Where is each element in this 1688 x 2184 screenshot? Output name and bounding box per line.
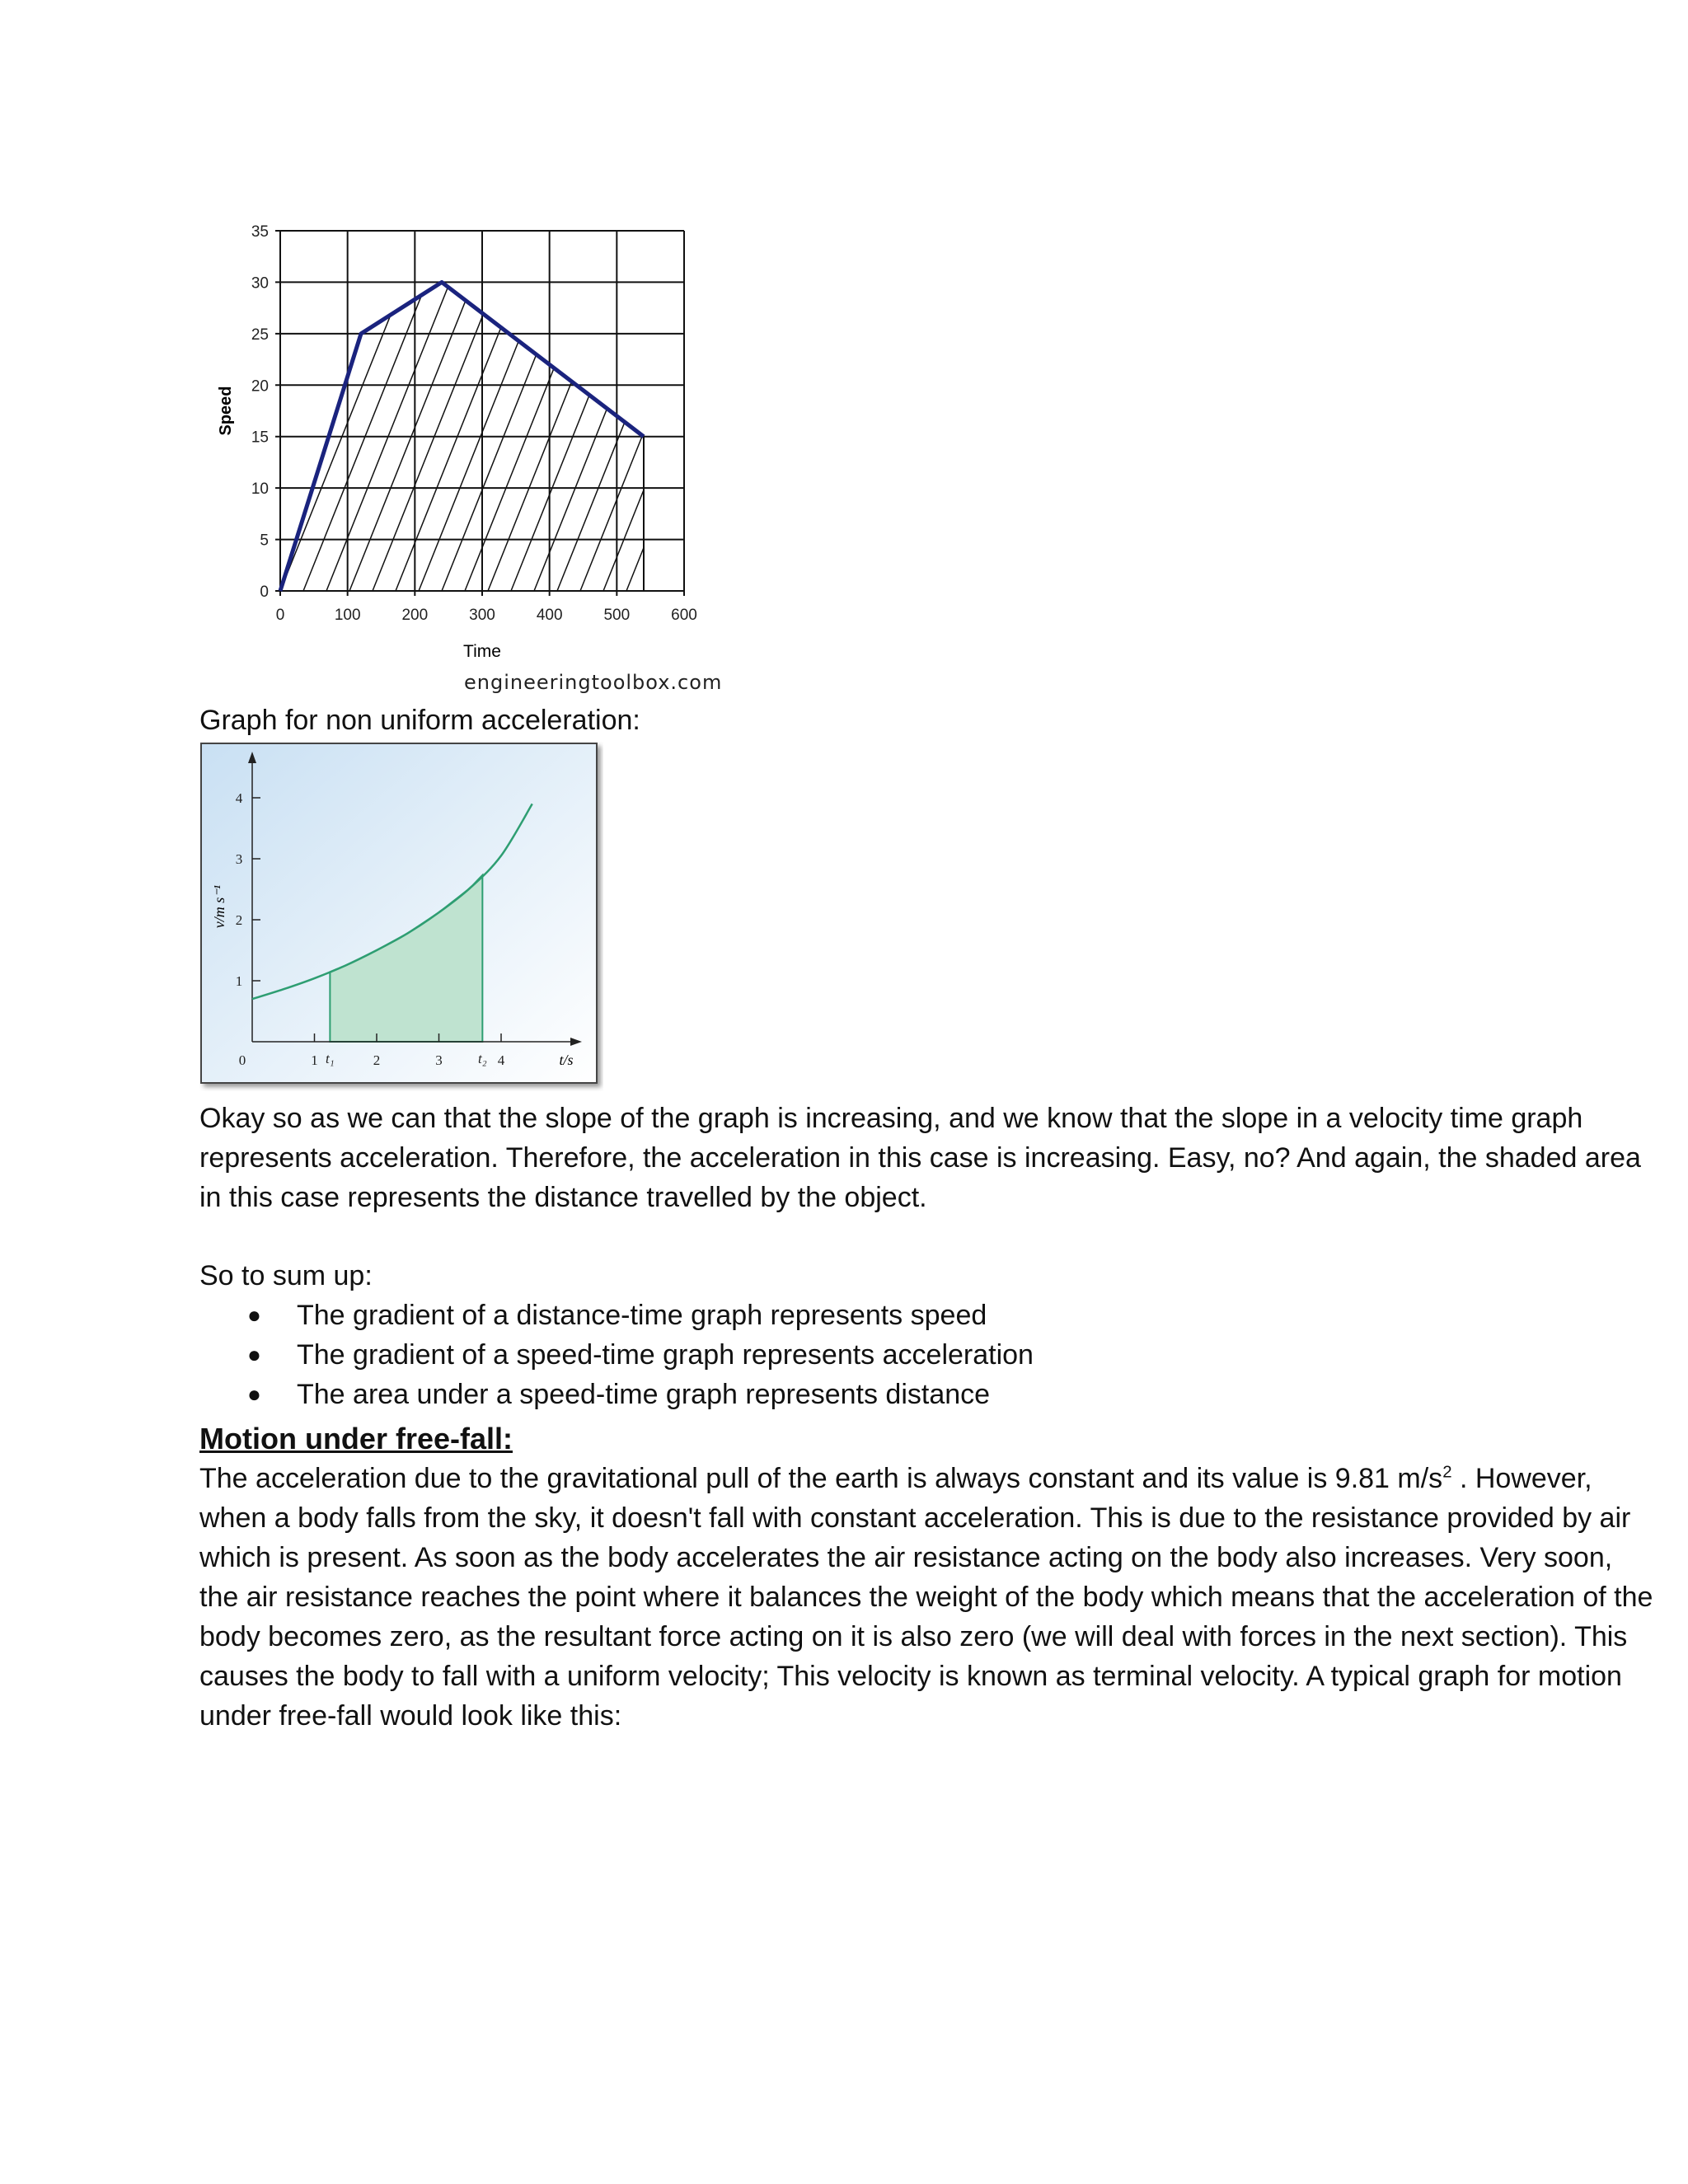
paragraph-line [199, 1459, 1592, 1498]
x-tick-label: 0 [275, 607, 285, 624]
hatch-line [349, 214, 514, 591]
hatched-area [206, 214, 725, 591]
x-axis-label: t/s [559, 1052, 574, 1068]
hatch-line [211, 214, 376, 591]
hatch-line [373, 214, 537, 591]
x-tick-label: 200 [401, 607, 429, 624]
y-tick-label: 35 [251, 223, 269, 241]
hatch-line [649, 214, 725, 591]
nonuniform-caption: Graph for non uniform acceleration: [199, 705, 640, 736]
y-tick-label: 4 [235, 790, 243, 806]
y-tick-label: 15 [251, 429, 269, 447]
y-tick-label: 1 [235, 973, 243, 989]
list-item-text: The gradient of a speed-time graph represents acceleration [297, 1339, 1034, 1371]
y-tick-label: 20 [251, 377, 269, 396]
list-item-text: The area under a speed-time graph represents distance [297, 1379, 991, 1410]
y-tick-label: 30 [251, 274, 269, 293]
y-tick-labels [251, 223, 269, 601]
hatch-line [696, 214, 725, 591]
list-item-text: The gradient of a distance-time graph represents speed [297, 1300, 987, 1331]
hatch-line [511, 214, 676, 591]
y-tick-label: 3 [235, 851, 243, 867]
sum-up-text: So to sum up: [199, 1260, 373, 1291]
list-item [199, 1375, 1034, 1414]
x-tick-label: 1 [311, 1052, 318, 1068]
hatch-line [419, 214, 584, 591]
y-tick-label: 2 [235, 912, 243, 928]
x-tick-label: 100 [334, 607, 361, 624]
text-segment: . However, [1451, 1463, 1592, 1494]
hatch-line [488, 214, 653, 591]
bullet-icon: ● [247, 1342, 261, 1367]
paragraph-line: Okay so as we can that the slope of the graph is increasing, and we know that the slope in a velocity time graph [199, 1103, 1583, 1134]
hatch-line [557, 214, 722, 591]
section-heading: Motion under free-fall: [199, 1422, 513, 1455]
hatch-line [206, 214, 214, 591]
x-tick-label: 300 [469, 607, 495, 624]
paragraph-line: in this case represents the distance travelled by the object. [199, 1182, 927, 1213]
hatch-line [603, 214, 725, 591]
paragraph-line: the air resistance reaches the point where it balances the weight of the body which means that the acceleration of the [199, 1582, 1653, 1613]
x-tick-label: 600 [671, 607, 697, 624]
speed-time-chart [206, 214, 725, 701]
x-tick-label: 400 [536, 607, 563, 624]
paragraph-line: which is present. As soon as the body accelerates the air resistance acting on the body also increases. Very soon, [199, 1542, 1613, 1573]
hatch-line [442, 214, 607, 591]
y-tick-label: 25 [251, 326, 269, 344]
time-marker-label: t₁ [326, 1051, 335, 1066]
paragraph-line: body becomes zero, as the resultant force acting on it is also zero (we will deal with forces in the next section). This [199, 1621, 1628, 1652]
hatch-line [280, 214, 445, 591]
x-axis-label: Time [463, 642, 501, 661]
paragraph-line: when a body falls from the sky, it doesn't fall with constant acceleration. This is due to the resistance provided by air [199, 1502, 1631, 1534]
hatch-line [396, 214, 560, 591]
paragraph-line: causes the body to fall with a uniform velocity; This velocity is known as terminal velocity. A typical graph for motion [199, 1661, 1622, 1692]
hatch-line [719, 214, 725, 591]
hatch-line [626, 214, 725, 591]
paragraph-line: represents acceleration. Therefore, the acceleration in this case is increasing. Easy, no? And again, the shaded area [199, 1142, 1641, 1174]
hatch-line [326, 214, 491, 591]
x-tick-label: 3 [435, 1052, 443, 1068]
text-segment: The acceleration due to the gravitational pull of the earth is always constant and its value is 9.81 m/s [199, 1463, 1443, 1494]
y-tick-label: 10 [251, 480, 269, 499]
list-item [199, 1296, 1034, 1335]
x-tick-label: 0 [238, 1052, 246, 1068]
superscript: 2 [1442, 1463, 1452, 1482]
x-tick-label: 4 [497, 1052, 505, 1068]
x-tick-label: 500 [603, 607, 631, 624]
list-item [199, 1335, 1034, 1375]
nonuniform-acceleration-chart [199, 742, 603, 1091]
x-tick-label: 2 [373, 1052, 381, 1068]
y-tick-label: 5 [260, 532, 269, 550]
hatch-line [234, 214, 399, 591]
hatch-line [303, 214, 468, 591]
time-marker-label: t₂ [478, 1051, 487, 1066]
x-tick-labels [276, 607, 697, 624]
hatch-line [465, 214, 630, 591]
hatch-line [673, 214, 725, 591]
summary-list [199, 1296, 1034, 1414]
y-tick-label: 0 [260, 583, 269, 601]
y-axis-label: Speed [217, 386, 235, 436]
source-credit: engineeringtoolbox.com [464, 671, 723, 694]
paragraph-line: under free-fall would look like this: [199, 1700, 622, 1732]
bullet-icon: ● [247, 1302, 261, 1328]
bullet-icon: ● [247, 1381, 261, 1407]
y-axis-label: v/m s⁻¹ [211, 884, 227, 929]
